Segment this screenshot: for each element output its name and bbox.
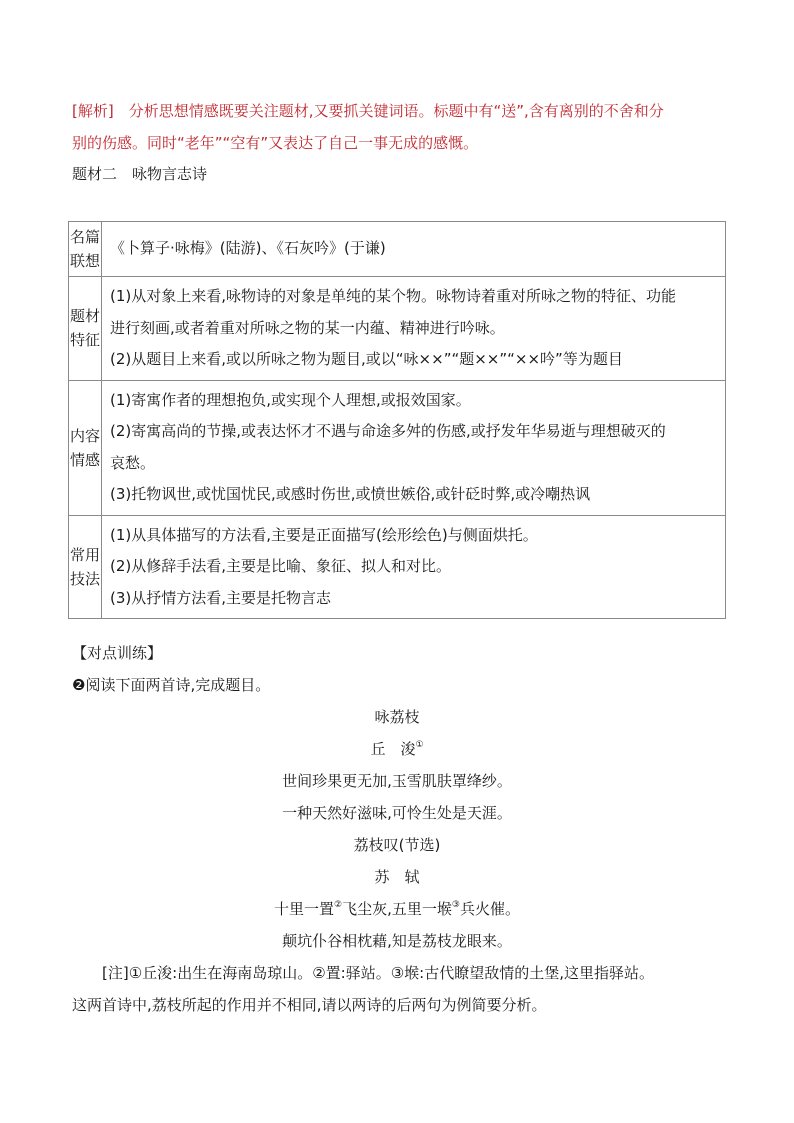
poem1-line-1: 世间珍果更无加,玉雪肌肤罩绛纱。 (282, 772, 512, 790)
analysis-line-2 (72, 127, 724, 159)
analysis-line-1 (72, 95, 724, 127)
row-text: (3)托物讽世,或忧国忧民,或感时伤世,或愤世嫉俗,或针砭时弊,或冷嘲热讽 (110, 485, 591, 503)
topic-title: 题材二 咏物言志诗 (72, 165, 208, 183)
row-text: 《卜算子·咏梅》(陆游)、《石灰吟》(于谦) (110, 239, 386, 258)
footnote-mark-1: ① (415, 740, 424, 750)
question-instruction: 这两首诗中,荔枝所起的作用并不相同,请以两诗的后两句为例简要分析。 (72, 996, 547, 1014)
row-label-line: 内容 (69, 426, 100, 445)
row-label-line: 名篇 (69, 228, 100, 246)
row-label (69, 380, 102, 515)
analysis-text-2: 别的伤感。同时“老年”“空有”又表达了自己一事无成的感慨。 (72, 134, 479, 152)
question-text: 阅读下面两首诗,完成题目。 (85, 676, 271, 694)
row-text: (2)从修辞手法看,主要是比喻、象征、拟人和对比。 (110, 557, 452, 575)
row-content (102, 222, 726, 277)
row-content (102, 515, 726, 619)
poem2-line-1a: 十里一置 (274, 900, 335, 918)
table-row (69, 380, 726, 515)
poem2-title: 荔枝叹(节选) (353, 836, 441, 854)
poem1-author (0, 733, 794, 765)
poem1-line-2: 一种天然好滋味,可怜生处是天涯。 (282, 804, 512, 822)
row-text: (1)寄寓作者的理想抱负,或实现个人理想,或报效国家。 (110, 390, 471, 409)
row-text: (1)从对象上来看,咏物诗的对象是单纯的某个物。咏物诗着重对所咏之物的特征、功能 (110, 287, 677, 305)
row-label-line: 技法 (69, 569, 100, 588)
notes-line: [注]①丘浚:出生在海南岛琼山。②置:驿站。③堠:古代瞭望敌情的土堡,这里指驿站。 (102, 964, 654, 982)
poem2-author: 苏 轼 (374, 868, 420, 886)
row-text: 哀愁。 (110, 453, 156, 472)
poem1-author-name: 丘 浚 (370, 740, 416, 758)
analysis-tag: [解析] (72, 102, 114, 120)
question-number: ❷ (72, 676, 86, 694)
row-label (69, 222, 102, 277)
row-content (102, 277, 726, 381)
table-row (69, 515, 726, 619)
poem2-line-2: 颠坑仆谷相枕藉,知是荔枝龙眼来。 (282, 932, 512, 950)
row-label-line: 特征 (69, 331, 100, 350)
row-text: (2)从题目上来看,或以所咏之物为题目,或以“咏××”“题××”“××吟”等为题目 (110, 350, 623, 368)
row-text: (2)寄寓高尚的节操,或表达怀才不遇与命途多舛的伤感,或抒发年华易逝与理想破灭的 (110, 422, 666, 440)
footnote-mark-3: ③ (451, 900, 460, 910)
row-label (69, 515, 102, 619)
poem2-line-1c: 兵火催。 (459, 900, 520, 918)
row-label-line: 情感 (69, 450, 100, 469)
row-text: 进行刻画,或者着重对所咏之物的某一内蕴、精神进行吟咏。 (110, 318, 505, 337)
question-prompt (72, 669, 724, 701)
poem2-line-1b: 飞尘灰,五里一堠 (342, 900, 452, 918)
analysis-text-1: 分析思想情感既要关注题材,又要抓关键词语。标题中有“送”,含有离别的不舍和分 (113, 102, 664, 120)
row-label (69, 277, 102, 381)
table-row (69, 277, 726, 381)
table-row (69, 222, 726, 277)
topic-table (68, 221, 726, 619)
row-label-line: 常用 (69, 545, 100, 564)
footnote-mark-2: ② (334, 900, 343, 910)
section-title: 【对点训练】 (72, 644, 163, 662)
row-text: (1)从具体描写的方法看,主要是正面描写(绘形绘色)与侧面烘托。 (110, 525, 538, 544)
row-label-line: 题材 (69, 307, 100, 326)
row-text: (3)从抒情方法看,主要是托物言志 (110, 588, 332, 607)
row-content (102, 380, 726, 515)
poem2-line-1 (0, 893, 794, 925)
row-label-line: 联想 (69, 252, 100, 270)
poem1-title: 咏荔枝 (374, 708, 420, 726)
